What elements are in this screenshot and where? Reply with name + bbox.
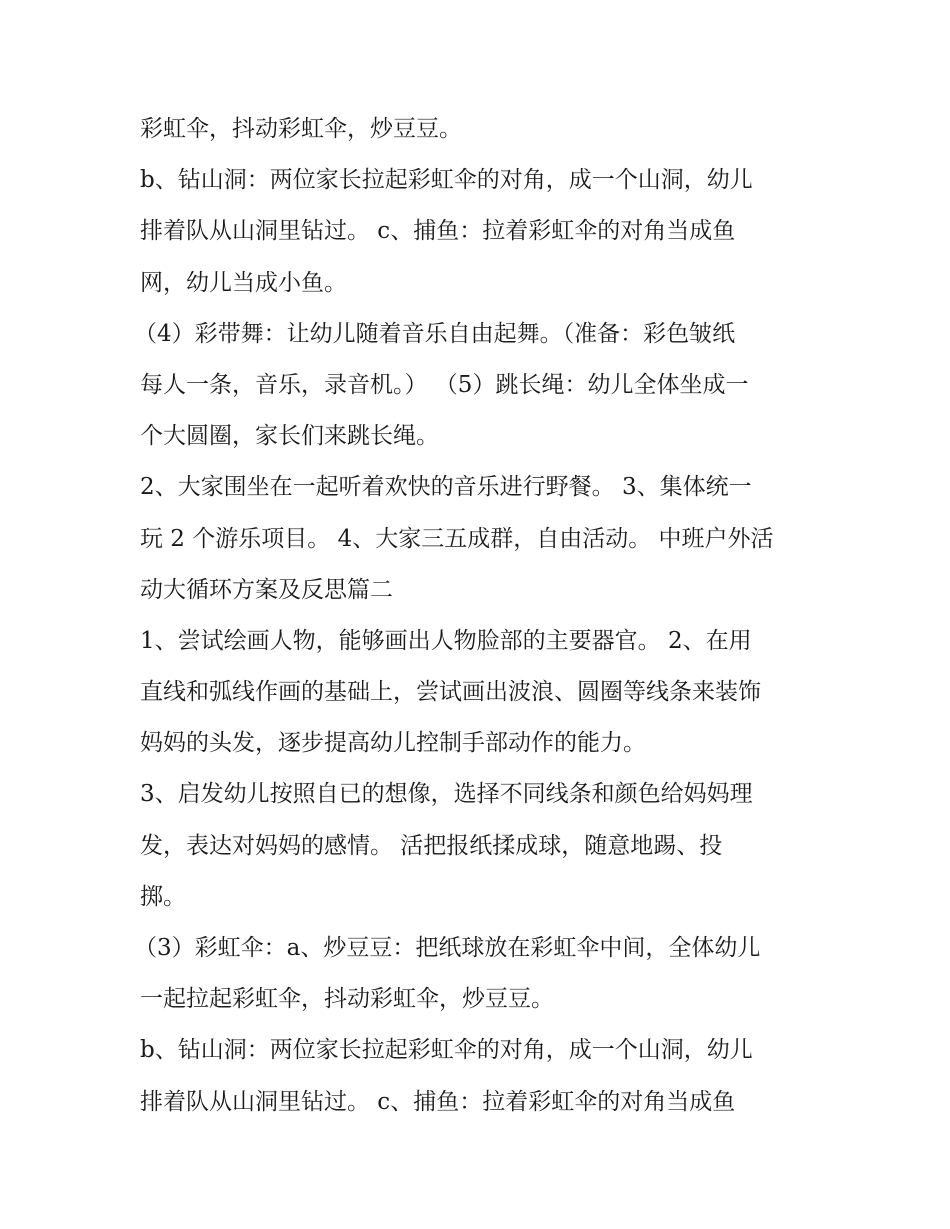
text-line: 个大圆圈，家长们来跳长绳。 (140, 423, 439, 450)
text-line: 1、尝试绘画人物，能够画出人物脸部的主要器官。 2、在用 (140, 627, 752, 654)
text-line: 排着队从山洞里钻过。 c、捕鱼：拉着彩虹伞的对角当成鱼 (140, 1088, 736, 1115)
text-line: 每人一条，音乐，录音机。） （5）跳长绳：幼儿全体坐成一 (140, 371, 749, 398)
text-line: 排着队从山洞里钻过。 c、捕鱼：拉着彩虹伞的对角当成鱼 (140, 218, 736, 245)
text-line: 3、启发幼儿按照自已的想像，选择不同线条和颜色给妈妈理 (140, 781, 753, 808)
text-line: 彩虹伞，抖动彩虹伞，炒豆豆。 (140, 116, 462, 142)
text-line: 动大循环方案及反思篇二 (140, 576, 393, 603)
text-line: （4）彩带舞：让幼儿随着音乐自由起舞。（准备：彩色皱纸 (134, 320, 736, 347)
document-body (134, 104, 820, 1128)
text-line: b、钻山洞：两位家长拉起彩虹伞的对角，成一个山洞，幼儿 (140, 1037, 753, 1064)
text-line: 妈妈的头发，逐步提高幼儿控制手部动作的能力。 (140, 730, 646, 757)
text-line: 一起拉起彩虹伞，抖动彩虹伞，炒豆豆。 (140, 986, 554, 1013)
text-line: 网，幼儿当成小鱼。 (140, 269, 347, 296)
text-line: 掷。 (140, 883, 186, 910)
text-line: 直线和弧线作画的基础上，尝试画出波浪、圆圈等线条来装饰 (140, 679, 761, 706)
text-line: 2、大家围坐在一起听着欢快的音乐进行野餐。 3、集体统一 (140, 474, 752, 501)
text-line: b、钻山洞：两位家长拉起彩虹伞的对角，成一个山洞，幼儿 (140, 167, 753, 194)
text-line: （3）彩虹伞：a、炒豆豆：把纸球放在彩虹伞中间，全体幼儿 (134, 935, 761, 961)
text-line: 发，表达对妈妈的感情。 活把报纸揉成球，随意地踢、投 (140, 832, 723, 859)
text-line: 玩 2 个游乐项目。 4、大家三五成群，自由活动。 中班户外活 (140, 525, 774, 552)
